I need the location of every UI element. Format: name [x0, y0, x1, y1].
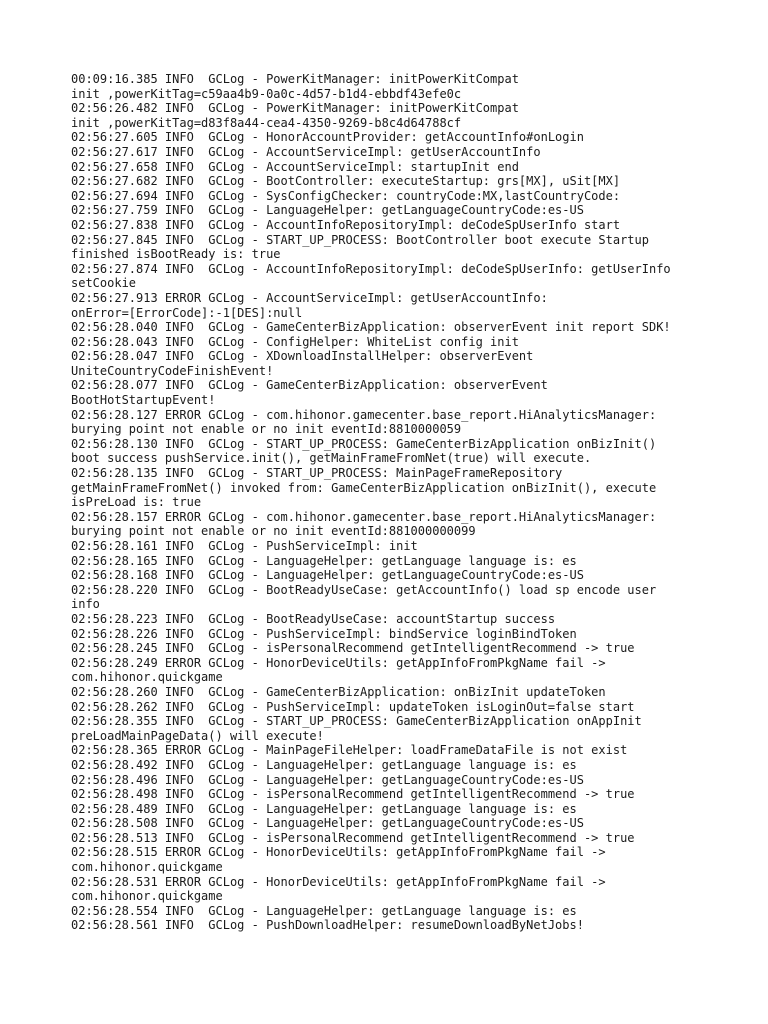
log-line: 02:56:28.223 INFO GCLog - BootReadyUseCase: accountStartup success: [71, 611, 556, 626]
log-line: 02:56:28.245 INFO GCLog - isPersonalRecommend getIntelligentRecommend -> true: [71, 641, 635, 656]
log-line: 02:56:27.617 INFO GCLog - AccountServiceImpl: getUserAccountInfo: [71, 144, 541, 159]
log-line: 02:56:28.077 INFO GCLog - GameCenterBizApplication: observerEvent: [71, 378, 548, 393]
log-line: 02:56:28.135 INFO GCLog - START_UP_PROCESS: MainPageFrameRepository: [71, 466, 563, 481]
log-line: init ,powerKitTag=d83f8a44-cea4-4350-9269-b8c4d64788cf: [71, 115, 462, 130]
log-line: info: [71, 597, 100, 612]
log-line: BootHotStartupEvent!: [71, 393, 216, 408]
log-line: 02:56:27.874 INFO GCLog - AccountInfoRepositoryImpl: deCodeSpUserInfo: getUserInfo: [71, 261, 671, 276]
log-line: 02:56:27.759 INFO GCLog - LanguageHelper: getLanguageCountryCode:es-US: [71, 203, 584, 218]
log-line: 02:56:28.262 INFO GCLog - PushServiceImpl: updateToken isLoginOut=false start: [71, 699, 635, 714]
log-line: 02:56:28.498 INFO GCLog - isPersonalRecommend getIntelligentRecommend -> true: [71, 787, 635, 802]
log-line: com.hihonor.quickgame: [71, 670, 223, 685]
log-line: com.hihonor.quickgame: [71, 860, 223, 875]
log-line: 02:56:28.554 INFO GCLog - LanguageHelper: getLanguage language is: es: [71, 903, 577, 918]
log-line: 02:56:28.513 INFO GCLog - isPersonalRecommend getIntelligentRecommend -> true: [71, 830, 635, 845]
log-line: burying point not enable or no init eventId:8810000059: [71, 422, 462, 437]
log-line: onError=[ErrorCode]:-1[DES]:null: [71, 305, 303, 320]
log-line: 02:56:28.161 INFO GCLog - PushServiceImpl: init: [71, 539, 418, 553]
log-line: getMainFrameFromNet() invoked from: GameCenterBizApplication onBizInit(), execute: [71, 480, 657, 495]
log-line: com.hihonor.quickgame: [71, 889, 223, 904]
log-line: 02:56:28.365 ERROR GCLog - MainPageFileHelper: loadFrameDataFile is not exist: [71, 743, 628, 758]
log-line: 02:56:28.260 INFO GCLog - GameCenterBizApplication: onBizInit updateToken: [71, 684, 606, 699]
log-line: 02:56:28.168 INFO GCLog - LanguageHelper: getLanguageCountryCode:es-US: [71, 568, 584, 583]
log-line: 02:56:28.040 INFO GCLog - GameCenterBizApplication: observerEvent init report SDK!: [71, 320, 671, 335]
log-line: finished isBootReady is: true: [71, 247, 281, 262]
log-line: boot success pushService.init(), getMainFrameFromNet(true) will execute.: [71, 451, 592, 466]
log-line: 02:56:28.226 INFO GCLog - PushServiceImpl: bindService loginBindToken: [71, 626, 577, 641]
log-line: 02:56:28.561 INFO GCLog - PushDownloadHelper: resumeDownloadByNetJobs!: [71, 918, 584, 933]
log-line: 02:56:28.220 INFO GCLog - BootReadyUseCase: getAccountInfo() load sp encode user: [71, 582, 657, 597]
log-line: 02:56:27.913 ERROR GCLog - AccountServiceImpl: getUserAccountInfo:: [71, 290, 548, 305]
log-line: UniteCountryCodeFinishEvent!: [71, 363, 274, 378]
log-line: 02:56:28.249 ERROR GCLog - HonorDeviceUtils: getAppInfoFromPkgName fail ->: [71, 655, 606, 670]
log-line: 02:56:28.489 INFO GCLog - LanguageHelper: getLanguage language is: es: [71, 801, 577, 816]
log-line: preLoadMainPageData() will execute!: [71, 728, 324, 743]
log-line: 02:56:28.531 ERROR GCLog - HonorDeviceUtils: getAppInfoFromPkgName fail ->: [71, 874, 606, 889]
log-line: 02:56:27.658 INFO GCLog - AccountServiceImpl: startupInit end: [71, 159, 519, 174]
log-line: 02:56:28.130 INFO GCLog - START_UP_PROCESS: GameCenterBizApplication onBizInit(): [71, 436, 657, 451]
log-line: isPreLoad is: true: [71, 495, 202, 510]
log-line: setCookie: [71, 276, 137, 291]
log-line: 02:56:27.605 INFO GCLog - HonorAccountProvider: getAccountInfo#onLogin: [71, 130, 584, 145]
log-line: 02:56:28.157 ERROR GCLog - com.hihonor.gamecenter.base_report.HiAnalyticsManager:: [71, 509, 657, 524]
log-document: [71, 72, 731, 933]
log-line: 02:56:27.682 INFO GCLog - BootController: executeStartup: grs[MX], uSit[MX]: [71, 174, 621, 189]
log-line: 02:56:28.047 INFO GCLog - XDownloadInstallHelper: observerEvent: [71, 349, 534, 364]
log-line: 02:56:28.496 INFO GCLog - LanguageHelper: getLanguageCountryCode:es-US: [71, 772, 584, 787]
log-line: 02:56:28.127 ERROR GCLog - com.hihonor.gamecenter.base_report.HiAnalyticsManager:: [71, 407, 657, 422]
log-line: 02:56:27.694 INFO GCLog - SysConfigChecker: countryCode:MX,lastCountryCode:: [71, 188, 621, 203]
log-line: 00:09:16.385 INFO GCLog - PowerKitManager: initPowerKitCompat: [71, 72, 519, 86]
log-line: 02:56:28.492 INFO GCLog - LanguageHelper: getLanguage language is: es: [71, 757, 577, 772]
log-line: 02:56:27.845 INFO GCLog - START_UP_PROCESS: BootController boot execute Startup: [71, 232, 649, 247]
log-line: 02:56:28.355 INFO GCLog - START_UP_PROCESS: GameCenterBizApplication onAppInit: [71, 714, 642, 729]
log-line: 02:56:28.515 ERROR GCLog - HonorDeviceUtils: getAppInfoFromPkgName fail ->: [71, 845, 606, 860]
log-line: init ,powerKitTag=c59aa4b9-0a0c-4d57-b1d4-ebbdf43efe0c: [71, 86, 462, 101]
log-line: 02:56:28.043 INFO GCLog - ConfigHelper: WhiteList config init: [71, 334, 519, 349]
log-line: 02:56:28.508 INFO GCLog - LanguageHelper: getLanguageCountryCode:es-US: [71, 816, 584, 831]
log-line: 02:56:28.165 INFO GCLog - LanguageHelper: getLanguage language is: es: [71, 553, 577, 568]
log-line: burying point not enable or no init eventId:881000000099: [71, 524, 476, 539]
log-line: 02:56:27.838 INFO GCLog - AccountInfoRepositoryImpl: deCodeSpUserInfo start: [71, 217, 621, 232]
log-line: 02:56:26.482 INFO GCLog - PowerKitManager: initPowerKitCompat: [71, 101, 519, 116]
